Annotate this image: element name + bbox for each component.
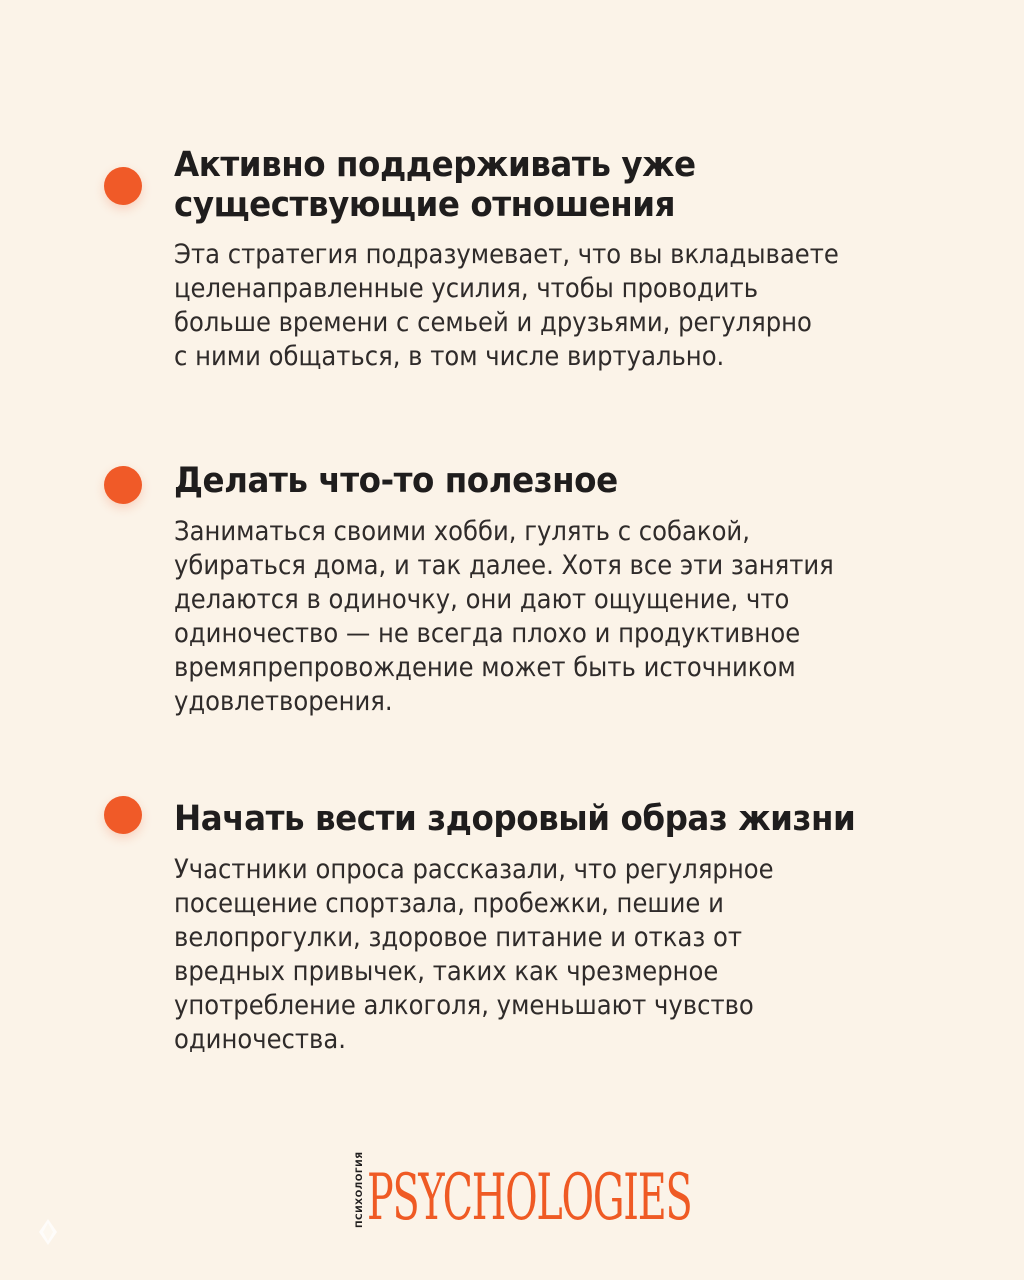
tip-body-line: времяпрепровождение может быть источником — [174, 652, 796, 683]
tip-body-line: с ними общаться, в том числе виртуально. — [174, 341, 725, 372]
tip-body-line: вредных привычек, таких как чрезмерное — [174, 956, 719, 987]
tip-body-line: употребление алкоголя, уменьшают чувство — [174, 990, 754, 1021]
tip-title — [174, 145, 696, 225]
tip-body — [174, 515, 834, 719]
tip-title-line: Начать вести здоровый образ жизни — [174, 799, 856, 839]
tip-body — [174, 853, 774, 1057]
tip-title — [174, 799, 855, 839]
tip-title-line: существующие отношения — [174, 185, 676, 225]
brand-logo — [355, 1151, 890, 1235]
tip-body-line: посещение спортзала, пробежки, пешие и — [174, 888, 724, 919]
brand-logo-subtitle: ПСИХОЛОГИЯ — [355, 1151, 365, 1228]
tip-body-line: одиночества. — [174, 1024, 346, 1055]
tip-body — [174, 238, 839, 374]
tip-title — [174, 461, 618, 501]
tip-body-line: Эта стратегия подразумевает, что вы вкладываете — [174, 239, 839, 270]
tip-body-line: больше времени с семьей и друзьями, регулярно — [174, 307, 812, 338]
tip-body-line: делаются в одиночку, они дают ощущение, что — [174, 584, 790, 615]
watermark-diamond-icon — [37, 1218, 59, 1246]
tip-title-line: Активно поддерживать уже — [174, 145, 696, 185]
tip-body-line: Заниматься своими хобби, гулять с собакой, — [174, 516, 750, 547]
tip-body-line: одиночество — не всегда плохо и продуктивное — [174, 618, 801, 649]
bullet-dot-icon — [104, 167, 142, 205]
tip-title-line: Делать что-то полезное — [174, 461, 618, 501]
tip-body-line: удовлетворения. — [174, 686, 393, 717]
bullet-dot-icon — [104, 466, 142, 504]
tip-body-line: убираться дома, и так далее. Хотя все эти занятия — [174, 550, 834, 581]
bullet-dot-icon — [104, 796, 142, 834]
tip-body-line: Участники опроса рассказали, что регулярное — [174, 854, 774, 885]
tip-body-line: целенаправленные усилия, чтобы проводить — [174, 273, 759, 304]
brand-logo-wordmark: PSYCHOLOGIES — [367, 1161, 692, 1235]
tip-body-line: велопрогулки, здоровое питание и отказ от — [174, 922, 743, 953]
